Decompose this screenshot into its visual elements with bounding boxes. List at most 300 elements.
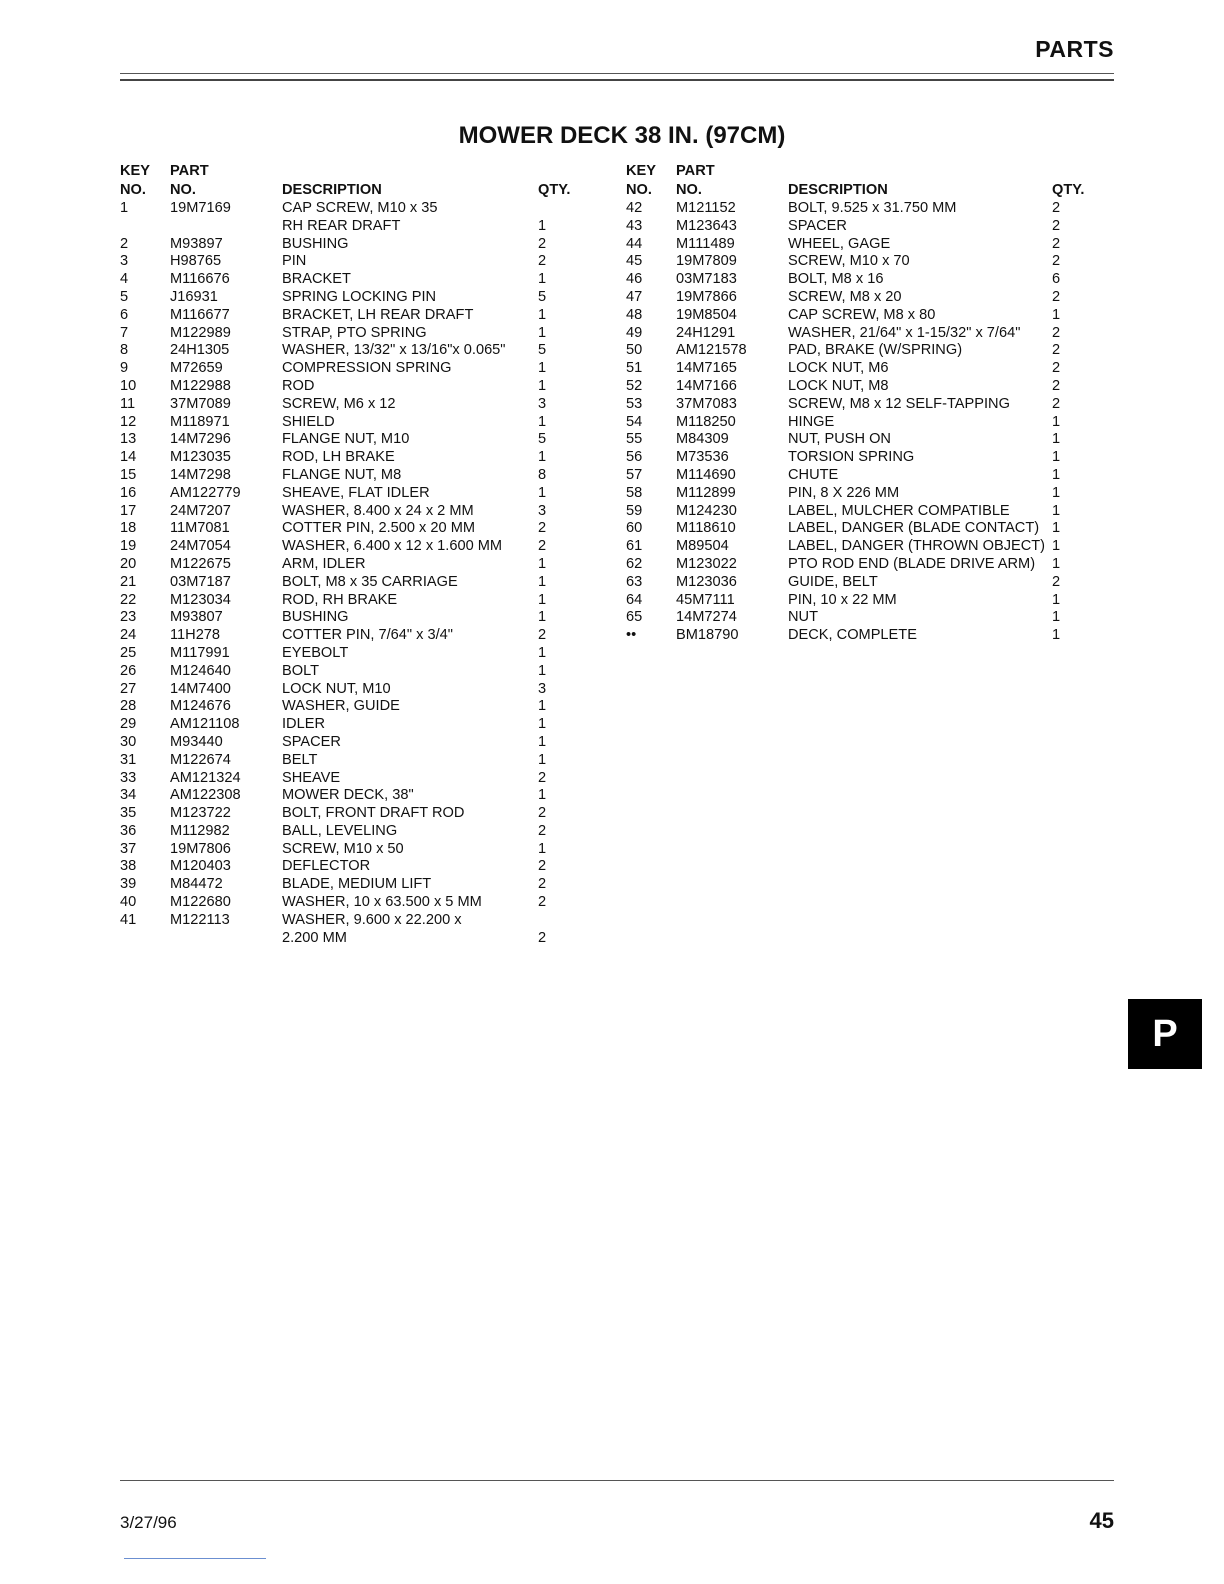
- table-row: [120, 396, 578, 414]
- key-no: 7: [120, 324, 129, 341]
- description: BOLT: [282, 662, 320, 679]
- qty: [538, 912, 578, 930]
- key-no: 16: [120, 484, 137, 501]
- part-no: M122989: [170, 324, 231, 341]
- part-no: M123035: [170, 449, 231, 466]
- description: SCREW, M10 x 70: [788, 253, 910, 270]
- description: LABEL, MULCHER COMPATIBLE: [788, 502, 1010, 519]
- table-row: [120, 752, 578, 770]
- footer-rule: [120, 1480, 1114, 1481]
- description: CAP SCREW, M8 x 80: [788, 306, 936, 323]
- key-no: 64: [626, 591, 643, 608]
- part-no: 14M7400: [170, 680, 231, 697]
- key-no: 19: [120, 538, 137, 555]
- part-no: 11M7081: [170, 520, 230, 537]
- description: ROD: [282, 377, 315, 394]
- qty: 1: [1052, 538, 1061, 555]
- qty: 2: [1052, 235, 1061, 252]
- description: BRACKET, LH REAR DRAFT: [282, 306, 474, 323]
- key-no: 42: [626, 200, 643, 216]
- table-row: [120, 485, 578, 503]
- description: WASHER, 10 x 63.500 x 5 MM: [282, 894, 482, 911]
- key-no: 36: [120, 822, 137, 839]
- table-row: [120, 503, 578, 521]
- description: HINGE: [788, 413, 835, 430]
- qty: 2: [1052, 573, 1061, 590]
- description: COMPRESSION SPRING: [282, 360, 452, 377]
- key-no: 28: [120, 698, 137, 715]
- table-row: [626, 556, 1092, 574]
- qty: 2: [1052, 217, 1061, 234]
- part-no: M122988: [170, 377, 231, 394]
- part-no: 19M8504: [676, 306, 737, 323]
- part-no: M123722: [170, 805, 231, 822]
- key-no: 8: [120, 342, 129, 359]
- table-row: [626, 200, 1092, 218]
- description: SPRING LOCKING PIN: [282, 288, 437, 305]
- part-no: M93807: [170, 609, 223, 626]
- part-no: M111489: [676, 235, 735, 252]
- qty: 1: [538, 484, 547, 501]
- part-no: M120403: [170, 858, 231, 875]
- qty: 1: [538, 698, 547, 715]
- part-no: M89504: [676, 538, 729, 555]
- key-no: 63: [626, 573, 643, 590]
- part-no: AM122308: [170, 787, 241, 804]
- key-no: 12: [120, 413, 137, 430]
- part-no: 14M7166: [676, 377, 737, 394]
- qty: [538, 200, 578, 218]
- table-row: [120, 894, 578, 912]
- key-no: 5: [120, 288, 129, 305]
- table-row: [120, 734, 578, 752]
- table-row: [120, 770, 578, 788]
- key-no: 23: [120, 609, 137, 626]
- part-no: M124640: [170, 662, 231, 679]
- table-row: [626, 236, 1092, 254]
- header-row-top: [626, 162, 1092, 181]
- part-no: 37M7083: [676, 395, 737, 412]
- key-no: 65: [626, 609, 643, 626]
- description: WASHER, 8.400 x 24 x 2 MM: [282, 502, 474, 519]
- qty: 1: [1052, 306, 1061, 323]
- part-no: [170, 218, 282, 236]
- description: COTTER PIN, 7/64" x 3/4": [282, 627, 453, 644]
- table-row: [120, 930, 578, 948]
- key-no: 54: [626, 413, 643, 430]
- key-no: 51: [626, 360, 643, 377]
- parts-list-right: [626, 200, 1092, 645]
- table-row: [626, 627, 1092, 645]
- parts-table-right: [626, 162, 1092, 645]
- col-part-top: PART: [170, 163, 209, 179]
- table-row: [120, 716, 578, 734]
- key-no: 35: [120, 805, 137, 822]
- key-no: 17: [120, 502, 137, 519]
- table-row: [120, 663, 578, 681]
- table-row: [626, 485, 1092, 503]
- table-row: [120, 681, 578, 699]
- table-row: [120, 787, 578, 805]
- key-no: [120, 930, 170, 948]
- key-no: 11: [120, 395, 136, 412]
- qty: 2: [538, 894, 547, 911]
- qty: 3: [538, 502, 547, 519]
- col-part-bottom: NO.: [676, 182, 702, 198]
- key-no: 4: [120, 271, 129, 288]
- description: BOLT, 9.525 x 31.750 MM: [788, 200, 957, 216]
- description: BRACKET: [282, 271, 351, 288]
- key-no: 22: [120, 591, 137, 608]
- part-no: M112982: [170, 822, 230, 839]
- part-no: M118971: [170, 413, 230, 430]
- table-row: [626, 360, 1092, 378]
- qty: 2: [538, 805, 547, 822]
- key-no: 50: [626, 342, 643, 359]
- description: WASHER, GUIDE: [282, 698, 400, 715]
- description: BALL, LEVELING: [282, 822, 398, 839]
- table-row: [120, 805, 578, 823]
- part-no: 19M7809: [676, 253, 737, 270]
- part-no: 24M7207: [170, 502, 231, 519]
- key-no: 41: [120, 911, 137, 928]
- part-no: M116676: [170, 271, 230, 288]
- table-row: [120, 912, 578, 930]
- part-no: M122674: [170, 751, 231, 768]
- parts-list-left: [120, 200, 578, 947]
- qty: 2: [1052, 324, 1061, 341]
- table-row: [120, 200, 578, 218]
- page-number: 45: [1089, 1508, 1114, 1533]
- qty: 1: [1052, 449, 1061, 466]
- key-no: 38: [120, 858, 137, 875]
- qty: 1: [538, 555, 547, 572]
- key-no: 31: [120, 751, 137, 768]
- qty: 1: [538, 787, 547, 804]
- description: SHIELD: [282, 413, 335, 430]
- table-row: [120, 378, 578, 396]
- part-no: [170, 930, 282, 948]
- table-row: [120, 360, 578, 378]
- table-row: [626, 538, 1092, 556]
- description: WASHER, 13/32" x 13/16"x 0.065": [282, 342, 506, 359]
- part-no: M84472: [170, 876, 223, 893]
- table-row: [120, 556, 578, 574]
- qty: 1: [1052, 484, 1061, 501]
- table-row: [120, 592, 578, 610]
- qty: 2: [538, 858, 547, 875]
- key-no: 48: [626, 306, 643, 323]
- description: WASHER, 9.600 x 22.200 x: [282, 911, 462, 928]
- key-no: 26: [120, 662, 137, 679]
- key-no: 24: [120, 627, 137, 644]
- part-no: M116677: [170, 306, 230, 323]
- part-no: 03M7183: [676, 271, 737, 288]
- qty: 2: [538, 822, 547, 839]
- part-no: 45M7111: [676, 591, 735, 608]
- qty: 8: [538, 466, 547, 483]
- part-no: M112899: [676, 484, 736, 501]
- key-no: 61: [626, 538, 643, 555]
- description: NUT, PUSH ON: [788, 431, 891, 448]
- part-no: M124676: [170, 698, 231, 715]
- description: PAD, BRAKE (W/SPRING): [788, 342, 963, 359]
- section-tab-marker: P: [1128, 999, 1202, 1069]
- description: WASHER, 21/64" x 1-15/32" x 7/64": [788, 324, 1021, 341]
- description: SHEAVE, FLAT IDLER: [282, 484, 430, 501]
- qty: 3: [538, 680, 547, 697]
- part-no: AM121108: [170, 716, 240, 733]
- key-no: 62: [626, 555, 643, 572]
- key-no: 57: [626, 466, 643, 483]
- qty: 2: [538, 769, 547, 786]
- qty: 5: [538, 342, 547, 359]
- description: FLANGE NUT, M8: [282, 466, 402, 483]
- part-no: M123036: [676, 573, 737, 590]
- description: PIN, 8 X 226 MM: [788, 484, 900, 501]
- key-no: 60: [626, 520, 643, 537]
- table-row: [120, 698, 578, 716]
- qty: 1: [1052, 609, 1061, 626]
- parts-table-left: [120, 162, 578, 947]
- qty: 2: [1052, 200, 1061, 216]
- key-no: 40: [120, 894, 137, 911]
- key-no: 2: [120, 235, 129, 252]
- header-row-top: [120, 162, 578, 181]
- key-no: [120, 218, 170, 236]
- key-no: 20: [120, 555, 137, 572]
- header-rule: [120, 73, 1114, 81]
- qty: 2: [1052, 395, 1061, 412]
- qty: 1: [538, 271, 547, 288]
- description: MOWER DECK, 38": [282, 787, 414, 804]
- part-no: BM18790: [676, 627, 739, 644]
- key-no: 44: [626, 235, 643, 252]
- part-no: M123022: [676, 555, 737, 572]
- table-row: [626, 467, 1092, 485]
- table-row: [120, 538, 578, 556]
- description: ROD, LH BRAKE: [282, 449, 395, 466]
- table-row: [120, 841, 578, 859]
- table-row: [626, 592, 1092, 610]
- table-row: [626, 253, 1092, 271]
- table-row: [120, 342, 578, 360]
- key-no: 13: [120, 431, 137, 448]
- qty: 2: [538, 235, 547, 252]
- page-title: MOWER DECK 38 IN. (97CM): [458, 122, 786, 149]
- description: SPACER: [282, 733, 341, 750]
- part-no: M117991: [170, 644, 230, 661]
- description: LOCK NUT, M8: [788, 377, 889, 394]
- qty: 1: [538, 573, 547, 590]
- key-no: 1: [120, 200, 129, 216]
- description: LOCK NUT, M6: [788, 360, 889, 377]
- part-no: 14M7165: [676, 360, 737, 377]
- part-no: AM121578: [676, 342, 747, 359]
- part-no: M123643: [676, 217, 737, 234]
- key-no: 49: [626, 324, 643, 341]
- table-row: [626, 325, 1092, 343]
- description: TORSION SPRING: [788, 449, 915, 466]
- description: SHEAVE: [282, 769, 341, 786]
- description: BOLT, FRONT DRAFT ROD: [282, 805, 465, 822]
- description: FLANGE NUT, M10: [282, 431, 410, 448]
- description: SCREW, M8 x 20: [788, 288, 902, 305]
- part-no: M123034: [170, 591, 231, 608]
- description: CHUTE: [788, 466, 839, 483]
- description: PIN, 10 x 22 MM: [788, 591, 897, 608]
- description: SCREW, M6 x 12: [282, 395, 396, 412]
- key-no: 47: [626, 288, 643, 305]
- key-no: 39: [120, 876, 137, 893]
- col-key-top: KEY: [626, 163, 657, 179]
- qty: 1: [538, 449, 547, 466]
- description: 2.200 MM: [282, 929, 347, 946]
- description: BELT: [282, 751, 318, 768]
- qty: 1: [538, 591, 547, 608]
- key-no: 46: [626, 271, 643, 288]
- key-no: 43: [626, 217, 643, 234]
- description: SPACER: [788, 217, 847, 234]
- description: LABEL, DANGER (BLADE CONTACT): [788, 520, 1040, 537]
- qty: 1: [538, 716, 547, 733]
- key-no: 15: [120, 466, 137, 483]
- qty: 5: [538, 288, 547, 305]
- col-key-bottom: NO.: [626, 182, 652, 198]
- qty: 1: [538, 840, 547, 857]
- qty: 1: [538, 662, 547, 679]
- key-no: 45: [626, 253, 643, 270]
- table-row: [120, 325, 578, 343]
- qty: 2: [538, 253, 547, 270]
- table-row: [626, 503, 1092, 521]
- part-no: 19M7806: [170, 840, 231, 857]
- description: NUT: [788, 609, 818, 626]
- table-row: [626, 396, 1092, 414]
- part-no: 37M7089: [170, 395, 231, 412]
- key-no: 14: [120, 449, 137, 466]
- part-no: 24H1291: [676, 324, 736, 341]
- qty: 5: [538, 431, 547, 448]
- qty: 3: [538, 395, 547, 412]
- col-description: DESCRIPTION: [788, 182, 888, 198]
- key-no: 9: [120, 360, 129, 377]
- table-row: [120, 431, 578, 449]
- scan-artifact-line: [124, 1558, 266, 1559]
- part-no: 24H1305: [170, 342, 230, 359]
- part-no: 19M7866: [676, 288, 737, 305]
- qty: 1: [538, 609, 547, 626]
- key-no: 59: [626, 502, 643, 519]
- key-no: 29: [120, 716, 137, 733]
- part-no: M118250: [676, 413, 736, 430]
- part-no: M114690: [676, 466, 736, 483]
- qty: 1: [1052, 591, 1061, 608]
- header-row-bottom: [120, 181, 578, 200]
- table-row: [626, 431, 1092, 449]
- description: CAP SCREW, M10 x 35: [282, 200, 438, 216]
- qty: 2: [538, 538, 547, 555]
- part-no: J16931: [170, 288, 218, 305]
- table-row: [120, 645, 578, 663]
- description: LOCK NUT, M10: [282, 680, 391, 697]
- col-qty: QTY.: [538, 182, 571, 198]
- footer-date: 3/27/96: [120, 1513, 177, 1532]
- description: LABEL, DANGER (THROWN OBJECT): [788, 538, 1046, 555]
- description: DECK, COMPLETE: [788, 627, 917, 644]
- qty: 1: [1052, 413, 1061, 430]
- table-row: [120, 449, 578, 467]
- table-row: [120, 876, 578, 894]
- qty: 1: [1052, 502, 1061, 519]
- table-row: [120, 520, 578, 538]
- table-row: [626, 307, 1092, 325]
- qty: 1: [1052, 555, 1061, 572]
- part-no: 03M7187: [170, 573, 231, 590]
- qty: 1: [1052, 520, 1061, 537]
- qty: 1: [538, 751, 547, 768]
- table-row: [120, 627, 578, 645]
- col-key-bottom: NO.: [120, 182, 146, 198]
- table-row: [626, 414, 1092, 432]
- qty: 2: [1052, 342, 1061, 359]
- qty: 2: [1052, 288, 1061, 305]
- qty: 2: [1052, 253, 1061, 270]
- table-row: [120, 271, 578, 289]
- qty: 1: [538, 217, 547, 234]
- key-no: 27: [120, 680, 137, 697]
- description: SCREW, M10 x 50: [282, 840, 404, 857]
- table-row: [626, 289, 1092, 307]
- col-part-top: PART: [676, 163, 715, 179]
- part-no: M73536: [676, 449, 729, 466]
- part-no: M72659: [170, 360, 223, 377]
- table-row: [120, 307, 578, 325]
- part-no: M84309: [676, 431, 729, 448]
- part-no: M121152: [676, 200, 736, 216]
- description: BUSHING: [282, 235, 349, 252]
- table-row: [120, 253, 578, 271]
- part-no: AM121324: [170, 769, 241, 786]
- part-no: 14M7296: [170, 431, 231, 448]
- qty: 1: [1052, 466, 1061, 483]
- key-no: 56: [626, 449, 643, 466]
- table-row: [120, 574, 578, 592]
- part-no: 14M7274: [676, 609, 737, 626]
- header-row-bottom: [626, 181, 1092, 200]
- key-no: 10: [120, 377, 137, 394]
- description: BOLT, M8 x 16: [788, 271, 884, 288]
- col-key-top: KEY: [120, 163, 151, 179]
- part-no: M122675: [170, 555, 231, 572]
- key-no: 33: [120, 769, 137, 786]
- qty: 1: [1052, 627, 1061, 644]
- col-part-bottom: NO.: [170, 182, 196, 198]
- description: COTTER PIN, 2.500 x 20 MM: [282, 520, 476, 537]
- description: GUIDE, BELT: [788, 573, 878, 590]
- qty: 1: [538, 377, 547, 394]
- part-no: H98765: [170, 253, 222, 270]
- part-no: M118610: [676, 520, 736, 537]
- part-no: M124230: [676, 502, 737, 519]
- key-no: 52: [626, 377, 643, 394]
- description: ROD, RH BRAKE: [282, 591, 398, 608]
- table-row: [120, 467, 578, 485]
- description: ARM, IDLER: [282, 555, 366, 572]
- description: PIN: [282, 253, 307, 270]
- table-row: [626, 609, 1092, 627]
- key-no: 58: [626, 484, 643, 501]
